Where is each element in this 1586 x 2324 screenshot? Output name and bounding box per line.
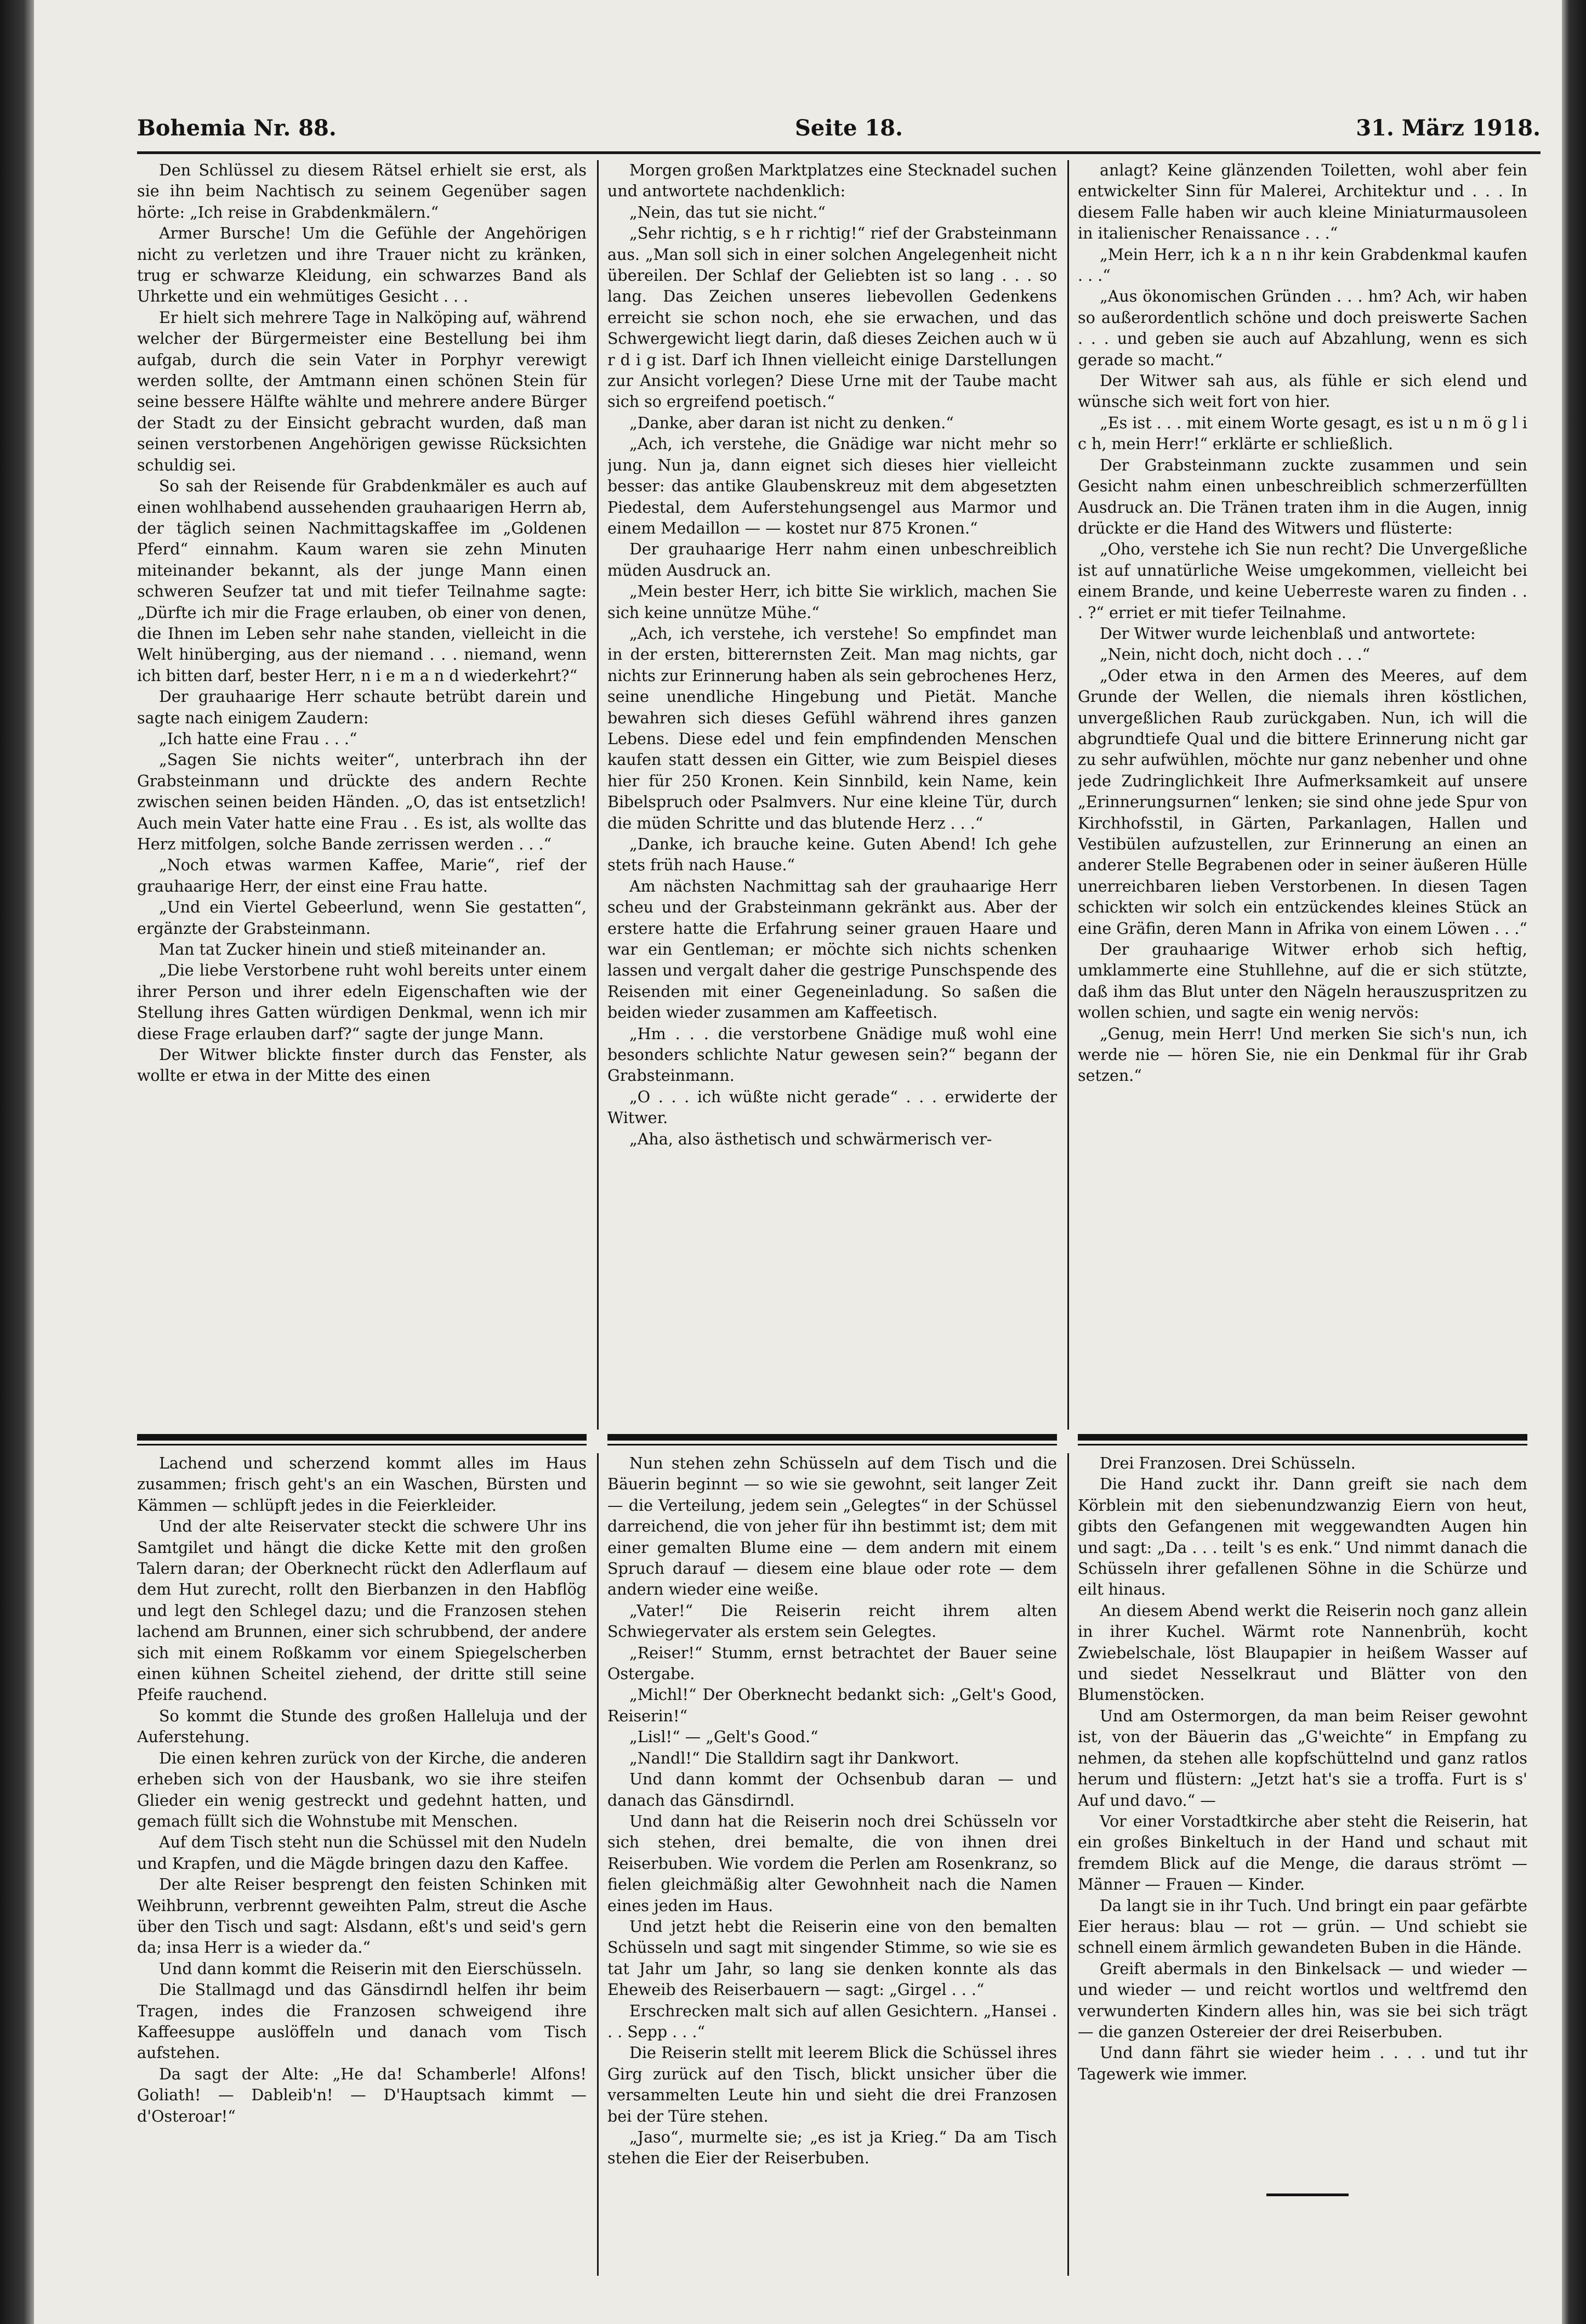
paragraph: Der Witwer wurde leichenblaß und antwortete:	[1100, 624, 1476, 643]
paragraph: „Nandl!“ Die Stalldirn sagt ihr Dankwort.	[629, 1749, 959, 1767]
top-column-2	[607, 160, 1057, 1430]
section-separator-3	[1078, 1434, 1527, 1441]
section-separator-1-thin	[137, 1444, 587, 1446]
paragraph: Am nächsten Nachmittag sah der grauhaarige Herr scheu und der Grabsteinmann gekränkt aus. Aber der erstere hatte die Erfahrung seiner grauen Haare und war ein Gentleman; er möchte sich nichts schenken lassen und vergalt daher die gestrige Punschspende des Reisenden mit einer Gegeneinladung. So saßen die beiden wieder zusammen am Kaffeetisch.	[607, 877, 1057, 1022]
paragraph: „Und ein Viertel Gebeerlund, wenn Sie gestatten“, ergänzte der Grabsteinmann.	[137, 898, 587, 938]
paragraph: Der Grabsteinmann zuckte zusammen und sein Gesicht nahm einen unbeschreiblich schmerzerfüllten Ausdruck an. Die Tränen traten ihm in die Augen, innig drückte er die Hand des Witwers und flüsterte:	[1078, 456, 1527, 537]
paragraph: Nun stehen zehn Schüsseln auf dem Tisch und die Bäuerin beginnt — so wie sie gewohnt, seit langer Zeit — die Verteilung, jedem sein „Gelegtes“ in der Schüssel darreichend, die von jeher für ihn bestimmt ist; dem mit einer gemalten Blume eine — dem andern mit einem Spruch darauf — diesem eine blaue oder rote — dem andern wieder eine weiße.	[607, 1454, 1057, 1599]
paragraph: Der grauhaarige Witwer erhob sich heftig, umklammerte eine Stuhllehne, auf die er sich stützte, daß ihm das Blut unter den Nägeln herauszuspritzen zu wollen schien, und sagte ein wenig nervös:	[1078, 940, 1527, 1022]
paragraph: Lachend und scherzend kommt alles im Haus zusammen; frisch geht's an ein Waschen, Bürsten und Kämmen — schlüpft jedes in die Feierkleider.	[137, 1454, 587, 1515]
paragraph: „Sagen Sie nichts weiter“, unterbrach ihn der Grabsteinmann und drückte des andern Rechte zwischen seinen beiden Händen. „O, das ist entsetzlich! Auch mein Vater hatte eine Frau . . Es ist, als wollte das Herz mitfolgen, solche Bande zerrissen werden . . .“	[137, 751, 587, 853]
paragraph: Der Witwer sah aus, als fühle er sich elend und wünsche sich weit fort von hier.	[1078, 372, 1527, 411]
page-content	[137, 104, 1540, 2292]
paragraph: „Die liebe Verstorbene ruht wohl bereits unter einem ihrer Person und ihrer edeln Eigenschaften wie der Stellung ihres Gatten würdigen Denkmal, wenn ich mir diese Frage erlauben darf?“ sagte der junge Mann.	[137, 961, 587, 1043]
scan-edge-left	[0, 0, 34, 2324]
paragraph: „Vater!“ Die Reiserin reicht ihrem alten Schwiegervater als erstem sein Gelegtes.	[607, 1601, 1057, 1641]
top-column-3	[1078, 160, 1527, 1430]
paragraph: Der grauhaarige Herr schaute betrübt darein und sagte nach einigem Zaudern:	[137, 688, 587, 727]
paragraph: Man tat Zucker hinein und stieß miteinander an.	[159, 940, 547, 959]
header-publication: Bohemia Nr. 88.	[137, 115, 337, 141]
header-rule	[137, 151, 1540, 154]
paragraph: So sah der Reisende für Grabdenkmäler es auch auf einen wohlhabend aussehenden grauhaarigen Herrn ab, der täglich seinen Nachmittagskaffee im „Goldenen Pferd“ einnahm. Kaum waren sie zehn Minuten miteinander bekannt, als der junge Mann einen schweren Seufzer tat und mit tiefer Teilnahme sagte: „Dürfte ich mir die Frage erlauben, ob einer von denen, die Ihnen im Leben sehr nahe standen, vielleicht in die Welt hinüberging, aus der niemand . . . niemand, wenn ich bitten darf, bester Herr, n i e m a n d wiederkehrt?“	[137, 477, 587, 685]
paragraph: „Oder etwa in den Armen des Meeres, auf dem Grunde der Wellen, die niemals ihren köstlichen, unvergeßlichen Raub zurückgaben. Nun, ich will die abgrundtiefe Qual und die bittere Erinnerung nicht gar zu sehr aufwühlen, möchte nur ganz nebenher und ohne jede Zudringlichkeit Ihre Aufmerksamkeit auf unsere „Erinnerungsurnen“ lenken; sie sind ohne jede Spur von Kirchhofsstil, in Gärten, Parkanlagen, Hallen und Vestibülen aufzustellen, zur Erinnerung an einen an anderer Stelle Begrabenen oder in seiner äußeren Hülle unerreichbaren lieben Verstorbenen. In diesen Tagen schickten wir solch ein entzückendes kleines Stück an eine Gräfin, deren Mann in Afrika von einem Löwen . . .“	[1078, 666, 1527, 938]
paragraph: Er hielt sich mehrere Tage in Nalköping auf, während welcher der Bürgermeister eine Bestellung bei ihm aufgab, durch die sein Vater in Porphyr verewigt werden sollte, der Amtmann einen schönen Stein für seine bessere Hälfte wählte und mehrere andere Bürger der Stadt zu der Einsicht gebracht wurden, daß man seinen verstorbenen Angehörigen gewisse Rücksichten schuldig sei.	[137, 308, 587, 474]
column-rule	[1067, 1453, 1069, 2276]
paragraph: Da langt sie in ihr Tuch. Und bringt ein paar gefärbte Eier heraus: blau — rot — grün. — Und schiebt sie schnell einem ärmlich gewandeten Buben in die Hände.	[1078, 1896, 1527, 1957]
paragraph: Die Stallmagd und das Gänsdirndl helfen ihr beim Tragen, indes die Franzosen schweigend ihre Kaffeesuppe auslöffeln und danach vom Tisch aufstehen.	[137, 1981, 587, 2062]
paragraph: Die einen kehren zurück von der Kirche, die anderen erheben sich von der Hausbank, wo sie ihre steifen Glieder ein wenig gestreckt und gedehnt hatten, und gemach füllt sich die Wohnstube mit Menschen.	[137, 1749, 587, 1830]
paragraph: „Sehr richtig, s e h r richtig!“ rief der Grabsteinmann aus. „Man soll sich in einer solchen Angelegenheit nicht übereilen. Der Schlaf der Geliebten ist so lang . . . so lang. Das Zeichen unseres liebevollen Gedenkens erreicht sie schon noch, ehe sie erwachen, und das Schwergewicht liegt darin, daß dieses Zeichen auch w ü r d i g ist. Darf ich Ihnen vielleicht einige Darstellungen zur Ansicht vorlegen? Diese Urne mit der Taube macht sich so ergreifend poetisch.“	[607, 224, 1057, 411]
paragraph: „O . . . ich wüßte nicht gerade“ . . . erwiderte der Witwer.	[607, 1087, 1057, 1127]
column-rule	[597, 1453, 599, 2276]
paragraph: „Danke, aber daran ist nicht zu denken.“	[629, 413, 954, 432]
paragraph: „Ach, ich verstehe, ich verstehe! So empfindet man in der ersten, bitterernsten Zeit. Man mag nichts, gar nichts zur Erinnerung haben als sein gebrochenes Herz, seine unendliche Hingebung und Pietät. Manche bewahren sich dieses Gefühl während ihres ganzen Lebens. Diese edel und fein empfindenden Menschen kaufen statt dessen ein Gitter, wie zum Beispiel dieses hier für 250 Kronen. Kein Sinnbild, kein Name, kein Bibelspruch oder Psalmvers. Nur eine kleine Tür, durch die müden Schritte und das blutende Herz . . .“	[607, 624, 1057, 832]
paragraph: Die Hand zuckt ihr. Dann greift sie nach dem Körblein mit den siebenundzwanzig Eiern von heut, gibts den Gefangenen mit weggewandten Augen hin und sagt: „Da . . . teilt 's es enk.“ Und nimmt danach die Schüsseln ihrer gefallenen Söhne in die Schürze und eilt hinaus.	[1078, 1475, 1527, 1599]
paragraph: „Nein, nicht doch, nicht doch . . .“	[1100, 645, 1371, 664]
column-rule	[597, 160, 599, 1430]
header-date: 31. März 1918.	[1356, 115, 1540, 141]
paragraph: Drei Franzosen. Drei Schüsseln.	[1100, 1454, 1356, 1472]
paragraph: „Mein bester Herr, ich bitte Sie wirklich, machen Sie sich keine unnütze Mühe.“	[607, 582, 1057, 622]
paragraph: Vor einer Vorstadtkirche aber steht die Reiserin, hat ein großes Binkeltuch in der Hand und schaut mit fremdem Blick auf die Menge, die daraus strömt — Männer — Frauen — Kinder.	[1078, 1812, 1527, 1894]
paragraph: Greift abermals in den Binkelsack — und wieder — und wieder — und reicht wortlos und weltfremd den verwunderten Kindern alles hin, was sie bei sich trägt — die ganzen Ostereier der drei Reiserbuben.	[1078, 1959, 1527, 2041]
paragraph: „Reiser!“ Stumm, ernst betrachtet der Bauer seine Ostergabe.	[607, 1643, 1057, 1684]
bottom-column-2	[607, 1453, 1057, 2276]
paragraph: Und dann hat die Reiserin noch drei Schüsseln vor sich stehen, drei bemalte, die von ihnen drei Reiserbuben. Wie vordem die Perlen am Rosenkranz, so fielen gleichmäßig alter Gewohnheit nach die Namen eines jeden im Haus.	[607, 1812, 1057, 1915]
paragraph: Der grauhaarige Herr nahm einen unbeschreiblich müden Ausdruck an.	[607, 540, 1057, 580]
paragraph: „Genug, mein Herr! Und merken Sie sich's nun, ich werde nie — hören Sie, nie ein Denkmal für ihr Grab setzen.“	[1078, 1024, 1527, 1085]
paragraph: „Michl!“ Der Oberknecht bedankt sich: „Gelt's Good, Reiserin!“	[607, 1686, 1057, 1725]
paragraph: „Noch etwas warmen Kaffee, Marie“, rief der grauhaarige Herr, der einst eine Frau hatte.	[137, 856, 587, 895]
paragraph: Und jetzt hebt die Reiserin eine von den bemalten Schüsseln und sagt mit singender Stimme, so wie sie es tat Jahr um Jahr, so lang sie denken konnte als das Eheweib des Reiserbauern — sagt: „Girgel . . .“	[607, 1917, 1057, 1999]
paragraph: Da sagt der Alte: „He da! Schamberle! Alfons! Goliath! — Dableib'n! — D'Hauptsach kimmt — d'Osteroar!“	[137, 2065, 587, 2125]
section-separator-3-thin	[1078, 1444, 1527, 1446]
paragraph: Auf dem Tisch steht nun die Schüssel mit den Nudeln und Krapfen, und die Mägde bringen dazu den Kaffee.	[137, 1833, 587, 1873]
paragraph: Armer Bursche! Um die Gefühle der Angehörigen nicht zu verletzen und ihre Trauer nicht zu kränken, trug er schwarze Kleidung, ein schwarzes Band als Uhrkette und ein wehmütiges Gesicht . . .	[137, 224, 587, 306]
paragraph: Der alte Reiser besprengt den feisten Schinken mit Weihbrunn, verbrennt geweihten Palm, streut die Asche über den Tisch und sagt: Alsdann, eßt's und seid's gern da; insa Herr is a wieder da.“	[137, 1875, 587, 1957]
paragraph: „Mein Herr, ich k a n n ihr kein Grabdenkmal kaufen . . .“	[1078, 245, 1527, 285]
paragraph: Und der alte Reiservater steckt die schwere Uhr ins Samtgilet und hängt die dicke Kette mit den großen Talern daran; der Oberknecht rückt den Adlerflaum auf dem Hut zurecht, rollt den Bierbanzen in den Habflög und legt den Schlegel dazu; und die Franzosen stehen lachend am Brunnen, einer sich schrubbend, der andere sich mit einem Roßkamm vor einem Spiegelscherben einen kühnen Scheitel ziehend, der dritte still seine Pfeife rauchend.	[137, 1517, 587, 1704]
paragraph: Und dann kommt der Ochsenbub daran — und danach das Gänsdirndl.	[607, 1770, 1057, 1810]
paragraph: anlagt? Keine glänzenden Toiletten, wohl aber fein entwickelter Sinn für Malerei, Architektur und . . . In diesem Falle haben wir auch kleine Miniaturmausoleen in italienischer Renaissance . . .“	[1078, 161, 1527, 243]
bottom-column-3	[1078, 1453, 1527, 2276]
top-column-1	[137, 160, 587, 1430]
paragraph: Morgen großen Marktplatzes eine Stecknadel suchen und antwortete nachdenklich:	[607, 161, 1057, 201]
bottom-column-1	[137, 1453, 587, 2276]
paragraph: „Ich hatte eine Frau . . .“	[159, 729, 357, 748]
paragraph: Die Reiserin stellt mit leerem Blick die Schüssel ihres Girg zurück auf den Tisch, blickt unsicher über die versammelten Leute hin und sieht die drei Franzosen bei der Türe stehen.	[607, 2044, 1057, 2125]
article-end-mark	[1266, 2193, 1349, 2196]
column-rule	[1067, 160, 1069, 1430]
paragraph: An diesem Abend werkt die Reiserin noch ganz allein in ihrer Kuchel. Wärmt rote Nannenbrüh, kocht Zwiebelschale, löst Blaupapier in heißem Wasser auf und siedet Nesselkraut und Blätter von den Blumenstöcken.	[1078, 1601, 1527, 1704]
section-separator-2	[607, 1434, 1057, 1441]
paragraph: „Danke, ich brauche keine. Guten Abend! Ich gehe stets früh nach Hause.“	[607, 835, 1057, 875]
paragraph: Den Schlüssel zu diesem Rätsel erhielt sie erst, als sie ihn beim Nachtisch zu seinem Gegenüber sagen hörte: „Ich reise in Grabdenkmälern.“	[137, 161, 587, 222]
paragraph: Der Witwer blickte finster durch das Fenster, als wollte er etwa in der Mitte des einen	[137, 1046, 587, 1085]
page-header	[137, 115, 1540, 154]
paragraph: „Nein, das tut sie nicht.“	[629, 203, 826, 222]
paragraph: „Jaso“, murmelte sie; „es ist ja Krieg.“ Da am Tisch stehen die Eier der Reiserbuben.	[607, 2128, 1057, 2168]
scan-edge-right	[1562, 0, 1586, 2324]
paragraph: Und am Ostermorgen, da man beim Reiser gewohnt ist, von der Bäuerin das „G'weichte“ in Empfang zu nehmen, da stehen alle kopfschüttelnd und ganz ratlos herum und flüstern: „Jetzt hat's sie a troffa. Furt is s' Auf und davo.“ —	[1078, 1707, 1527, 1810]
section-separator-1	[137, 1434, 587, 1441]
paragraph: „Aha, also ästhetisch und schwärmerisch ver-	[629, 1130, 992, 1148]
section-separator-2-thin	[607, 1444, 1057, 1446]
paragraph: „Hm . . . die verstorbene Gnädige muß wohl eine besonders schlichte Natur gewesen sein?“ begann der Grabsteinmann.	[607, 1024, 1057, 1085]
paragraph: „Ach, ich verstehe, die Gnädige war nicht mehr so jung. Nun ja, dann eignet sich dieses hier vielleicht besser: das antike Glaubenskreuz mit dem abgesetzten Piedestal, dem Auferstehungsengel aus Marmor und einem Medaillon — — kostet nur 875 Kronen.“	[607, 435, 1057, 537]
paragraph: So kommt die Stunde des großen Halleluja und der Auferstehung.	[137, 1707, 587, 1747]
header-page-number: Seite 18.	[795, 115, 903, 141]
paragraph: „Lisl!“ — „Gelt's Good.“	[629, 1728, 818, 1747]
paragraph: „Es ist . . . mit einem Worte gesagt, es ist u n m ö g l i c h, mein Herr!“ erklärte er schließlich.	[1078, 413, 1527, 454]
paragraph: Und dann fährt sie wieder heim . . . . und tut ihr Tagewerk wie immer.	[1078, 2044, 1527, 2083]
paragraph: Und dann kommt die Reiserin mit den Eierschüsseln.	[159, 1959, 582, 1978]
paragraph: „Oho, verstehe ich Sie nun recht? Die Unvergeßliche ist auf unnatürliche Weise umgekommen, vielleicht bei einem Brande, und keine Ueberreste waren zu finden . . . ?“ erriet er mit tiefer Teilnahme.	[1078, 540, 1527, 622]
paragraph: „Aus ökonomischen Gründen . . . hm? Ach, wir haben so außerordentlich schöne und doch preiswerte Sachen . . . und geben sie auch auf Abzahlung, wenn es sich gerade so macht.“	[1078, 287, 1527, 369]
paragraph: Erschrecken malt sich auf allen Gesichtern. „Hansei . . . Sepp . . .“	[607, 2002, 1057, 2041]
